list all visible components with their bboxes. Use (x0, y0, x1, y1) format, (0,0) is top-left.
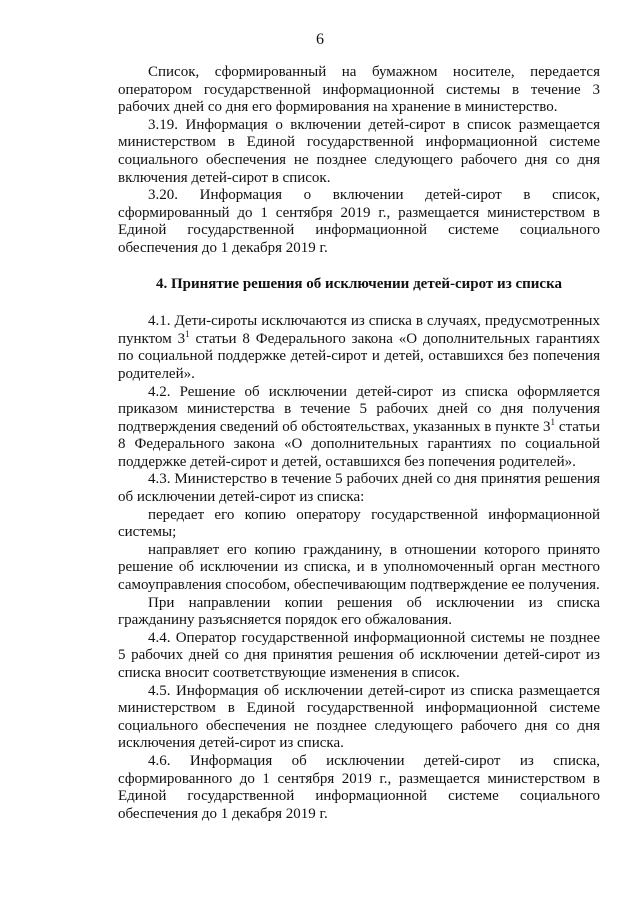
paragraph-4-4: 4.4. Оператор государственной информационной системы не позднее 5 рабочих дней со дня принятия решения об исключении детей-сирот из списка вносит соответствующие изменения в список. (118, 629, 600, 681)
paragraph-4-3-item-citizen: направляет его копию гражданину, в отношении которого принято решение об исключении из списка, и в уполномоченный орган местного самоуправления способом, обеспечивающим подтверждение ее получения. (118, 541, 600, 594)
paragraph-4-3-item-operator: передает его копию оператору государственной информационной системы; (118, 506, 600, 541)
page-number: 6 (316, 31, 324, 48)
paragraph-appeal-note: При направлении копии решения об исключении из списка гражданину разъясняется порядок его обжалования. (118, 594, 600, 629)
paragraph-3-20: 3.20. Информация о включении детей-сирот в список, сформированный до 1 сентября 2019 г., размещается министерством в Единой государственной информационной системе социального обеспечения до 1 декабря 2019 г. (118, 187, 600, 256)
paragraph-4-2 (118, 384, 600, 472)
paragraph-4-1 (118, 313, 600, 383)
paragraph-4-2-text-b: статьи 8 Федерального закона «О дополнительных гарантиях по социальной поддержке детей-сирот и детей, оставшихся без попечения родителей». (118, 418, 601, 470)
document-body (118, 64, 600, 823)
paragraph-list-transfer: Список, сформированный на бумажном носителе, передается оператором государственной информационной системы в течение 3 рабочих дней со дня его формирования на хранение в министерство. (118, 64, 600, 116)
paragraph-4-1-text-a: 4.1. Дети-сироты исключаются из списка в случаях, предусмотренных пунктом 3 (118, 313, 600, 347)
paragraph-4-1-superscript: 1 (185, 328, 190, 339)
paragraph-4-1-text-b: статьи 8 Федерального закона «О дополнительных гарантиях по социальной поддержке детей-сирот и детей, оставшихся без попечения родителей». (118, 330, 600, 382)
paragraph-4-2-superscript: 1 (550, 416, 556, 427)
paragraph-4-6: 4.6. Информация об исключении детей-сирот из списка, сформированного до 1 сентября 2019 г., размещается министерством в Единой государственной информационной системе социального обеспечения до 1 декабря 2019 г. (118, 752, 600, 822)
paragraph-4-2-text-a: 4.2. Решение об исключении детей-сирот из списка оформляется приказом министерства в течение 5 рабочих дней со дня получения подтверждения сведений об обстоятельствах, указанных в пункте 3 (118, 383, 600, 435)
paragraph-4-5: 4.5. Информация об исключении детей-сирот из списка размещается министерством в Единой государственной информационной системе социального обеспечения не позднее следующего рабочего дня со дня исключения детей-сирот из списка. (118, 682, 600, 752)
paragraph-4-3: 4.3. Министерство в течение 5 рабочих дней со дня принятия решения об исключении детей-сирот из списка: (118, 471, 600, 506)
paragraph-3-19: 3.19. Информация о включении детей-сирот в список размещается министерством в Единой государственной информационной системе социального обеспечения не позднее следующего рабочего дня со дня включения детей-сирот в список. (118, 116, 600, 186)
section-heading: 4. Принятие решения об исключении детей-сирот из списка (155, 275, 562, 292)
